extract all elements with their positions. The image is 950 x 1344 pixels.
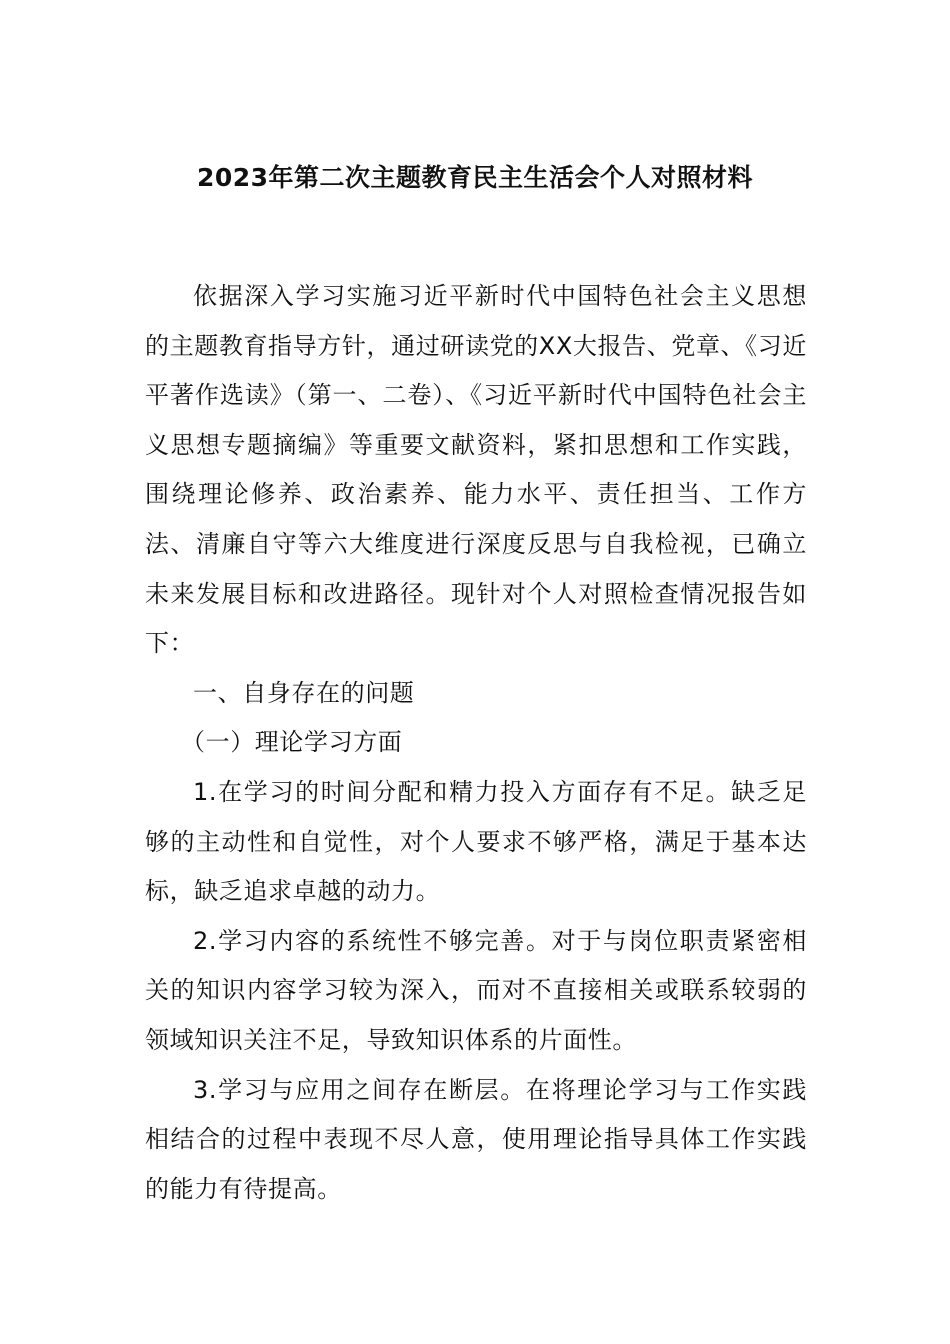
- subsection-heading-theory-study: （一）理论学习方面: [181, 728, 403, 757]
- intro-paragraph: 依据深入学习实施习近平新时代中国特色社会主义思想的主题教育指导方针，通过研读党的XX大报告、党章、《习近平著作选读》（第一、二卷）、《习近平新时代中国特色社会主义思想专题摘编》等重要文献资料，紧扣思想和工作实践，围绕理论修养、政治素养、能力水平、责任担当、工作方法、清廉自守等六大维度进行深度反思与自我检视，已确立未来发展目标和改进路径。现针对个人对照检查情况报告如下：: [145, 282, 807, 658]
- list-item-2: 2.学习内容的系统性不够完善。对于与岗位职责紧密相关的知识内容学习较为深入，而对不直接相关或联系较弱的领域知识关注不足，导致知识体系的片面性。: [145, 926, 807, 1054]
- list-item-3: 3.学习与应用之间存在断层。在将理论学习与工作实践相结合的过程中表现不尽人意，使用理论指导具体工作实践的能力有待提高。: [145, 1075, 807, 1203]
- list-item-1: 1.在学习的时间分配和精力投入方面存有不足。缺乏足够的主动性和自觉性，对个人要求不够严格，满足于基本达标，缺乏追求卓越的动力。: [145, 777, 807, 906]
- document-body: [145, 272, 807, 1214]
- document-title: 2023年第二次主题教育民主生活会个人对照材料: [196, 163, 754, 192]
- section-heading-problems: 一、自身存在的问题: [193, 678, 415, 707]
